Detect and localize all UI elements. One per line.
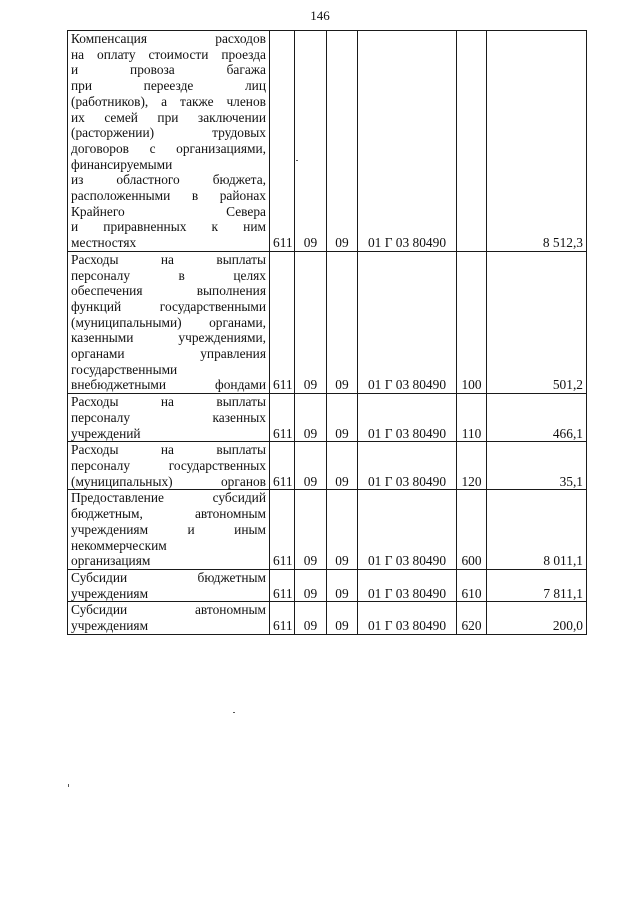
table-row <box>68 31 587 252</box>
target-item-code: 01 Г 03 80490 <box>358 442 457 490</box>
description-line: Расходы на выплаты <box>71 394 266 410</box>
table-row <box>68 602 587 634</box>
description-line: функций государственными <box>71 298 266 314</box>
subsection-code: 09 <box>327 394 358 442</box>
description-line: их семей при заключении <box>71 109 266 125</box>
subsection-code: 09 <box>327 490 358 570</box>
row-description <box>68 31 270 252</box>
row-description <box>68 394 270 442</box>
target-item-code: 01 Г 03 80490 <box>358 490 457 570</box>
description-line: Субсидии автономным <box>71 602 266 618</box>
section-code: 09 <box>295 31 327 252</box>
amount: 501,2 <box>487 251 587 393</box>
expense-type-code: 100 <box>457 251 487 393</box>
table-row <box>68 394 587 442</box>
description-line: расположенными в районах <box>71 188 266 204</box>
admin-code: 611 <box>270 394 295 442</box>
row-description <box>68 442 270 490</box>
scan-speck <box>233 712 235 713</box>
section-code: 09 <box>295 602 327 634</box>
description-line: при переезде лиц <box>71 78 266 94</box>
description-line: персоналу в целях <box>71 267 266 283</box>
description-line: финансируемыми <box>71 156 173 172</box>
description-line: Расходы на выплаты <box>71 251 266 267</box>
section-code: 09 <box>295 251 327 393</box>
description-line: и провоза багажа <box>71 62 266 78</box>
description-line: персоналу казенных <box>71 409 266 425</box>
description-line: казенными учреждениями, <box>71 330 266 346</box>
description-line: персоналу государственных <box>71 457 266 473</box>
subsection-code: 09 <box>327 602 358 634</box>
expense-type-code: 110 <box>457 394 487 442</box>
description-line: и приравненных к ним <box>71 219 266 235</box>
description-line: обеспечения выполнения <box>71 283 266 299</box>
row-description <box>68 251 270 393</box>
target-item-code: 01 Г 03 80490 <box>358 251 457 393</box>
amount: 7 811,1 <box>487 569 587 601</box>
target-item-code: 01 Г 03 80490 <box>358 394 457 442</box>
expense-type-code: 620 <box>457 602 487 634</box>
description-line: (работников), а также членов <box>71 93 266 109</box>
description-line: Субсидии бюджетным <box>71 569 266 585</box>
table-row <box>68 569 587 601</box>
amount: 8 011,1 <box>487 490 587 570</box>
target-item-code: 01 Г 03 80490 <box>358 569 457 601</box>
subsection-code: 09 <box>327 442 358 490</box>
expense-type-code: 600 <box>457 490 487 570</box>
scan-speck <box>296 160 298 161</box>
expense-type-code <box>457 31 487 252</box>
description-line: организациям <box>71 553 151 569</box>
admin-code: 611 <box>270 490 295 570</box>
table-body <box>68 31 587 635</box>
row-description <box>68 602 270 634</box>
subsection-code: 09 <box>327 251 358 393</box>
description-line: Расходы на выплаты <box>71 442 266 458</box>
description-line: государственными <box>71 361 178 377</box>
budget-table <box>67 30 587 635</box>
scan-speck <box>68 784 69 787</box>
admin-code: 611 <box>270 569 295 601</box>
subsection-code: 09 <box>327 569 358 601</box>
description-line: учреждений <box>71 425 141 441</box>
description-line: (муниципальными) органами, <box>71 314 266 330</box>
description-line: на оплату стоимости проезда <box>71 46 266 62</box>
description-line: некоммерческим <box>71 537 167 553</box>
description-line: из областного бюджета, <box>71 172 266 188</box>
admin-code: 611 <box>270 442 295 490</box>
expense-type-code: 610 <box>457 569 487 601</box>
subsection-code: 09 <box>327 31 358 252</box>
description-line: договоров с организациями, <box>71 140 266 156</box>
amount: 35,1 <box>487 442 587 490</box>
admin-code: 611 <box>270 251 295 393</box>
description-line: Предоставление субсидий <box>71 490 266 506</box>
description-line: бюджетным, автономным <box>71 506 266 522</box>
description-line: местностях <box>71 235 137 251</box>
description-line: (муниципальных) органов <box>71 473 266 489</box>
expense-type-code: 120 <box>457 442 487 490</box>
description-line: учреждениям <box>71 585 149 601</box>
table-row <box>68 251 587 393</box>
admin-code: 611 <box>270 602 295 634</box>
section-code: 09 <box>295 442 327 490</box>
section-code: 09 <box>295 394 327 442</box>
target-item-code: 01 Г 03 80490 <box>358 31 457 252</box>
description-line: учреждениям и иным <box>71 521 266 537</box>
section-code: 09 <box>295 490 327 570</box>
row-description <box>68 569 270 601</box>
section-code: 09 <box>295 569 327 601</box>
description-line: Крайнего Севера <box>71 203 266 219</box>
description-line: учреждениям <box>71 618 149 634</box>
row-description <box>68 490 270 570</box>
amount: 200,0 <box>487 602 587 634</box>
target-item-code: 01 Г 03 80490 <box>358 602 457 634</box>
table-row <box>68 490 587 570</box>
description-line: Компенсация расходов <box>71 31 266 46</box>
description-line: (расторжении) трудовых <box>71 125 266 141</box>
page-number: 146 <box>310 8 330 23</box>
table-row <box>68 442 587 490</box>
amount: 8 512,3 <box>487 31 587 252</box>
description-line: органами управления <box>71 346 266 362</box>
description-line: внебюджетными фондами <box>71 377 266 393</box>
admin-code: 611 <box>270 31 295 252</box>
amount: 466,1 <box>487 394 587 442</box>
